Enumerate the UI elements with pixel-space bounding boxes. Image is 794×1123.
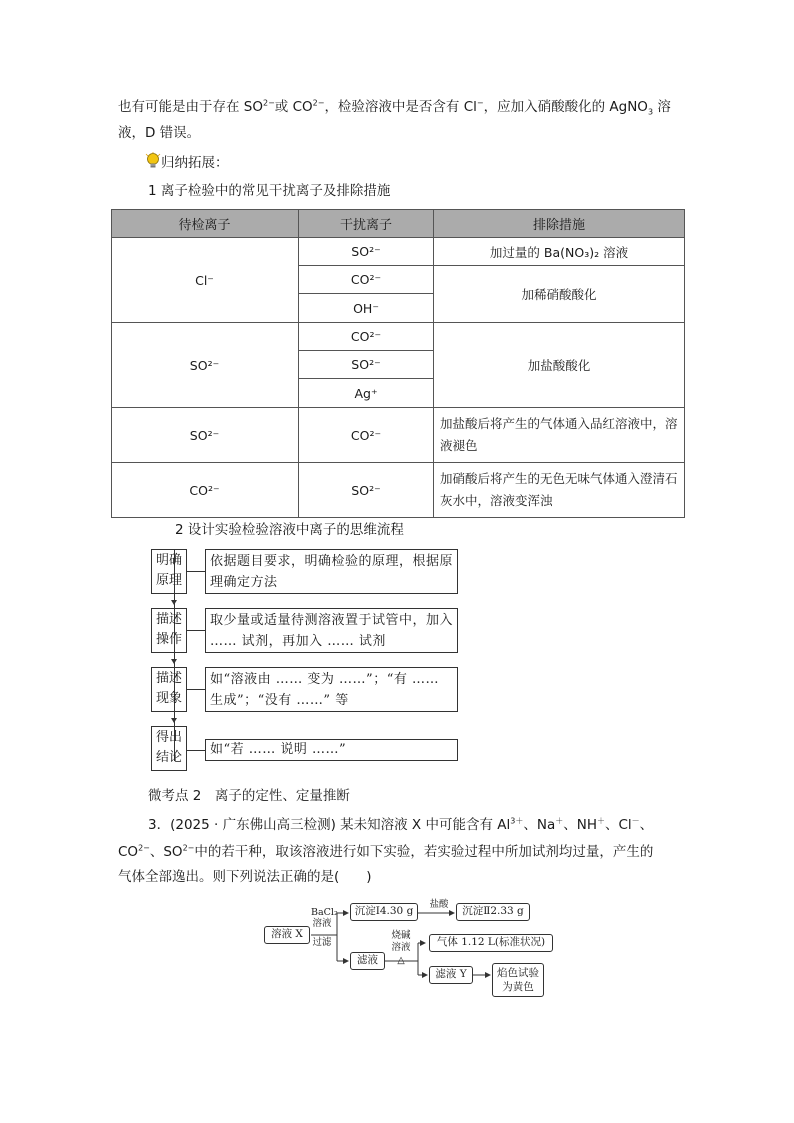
precipitate-1-box: 沉淀Ⅰ4.30 g: [350, 903, 418, 921]
measure-cell: 加盐酸酸化: [434, 323, 685, 408]
interfering-ion: SO²⁻: [299, 463, 434, 518]
paragraph-line-1: 也有可能是由于存在 $SO^{2-}$或 $CO^{2-}$，检验溶液中是否含有 Cl−，应加入硝酸酸化的 AgNO$_3$ 溶: [118, 98, 671, 117]
flow-link: [187, 750, 205, 751]
precipitate-2-box: 沉淀Ⅱ2.33 g: [456, 903, 530, 921]
flow-step-2: 描述操作: [151, 608, 187, 653]
target-ion-cl: Cl⁻: [111, 238, 299, 323]
reagent-label: △: [397, 955, 405, 966]
flame-test-line: 为黄色: [502, 981, 534, 993]
measure-cell: 加过量的 Ba(NO₃)₂ 溶液: [434, 238, 685, 266]
arrow-down-icon: [171, 659, 177, 664]
reagent-label: 溶液: [391, 942, 411, 953]
flow-step-3: 描述现象: [151, 667, 187, 712]
interfering-ion: CO²⁻: [299, 323, 434, 351]
flame-test-line: 焰色试验: [497, 967, 539, 979]
lightbulb-icon: [145, 152, 161, 170]
interfering-ion: CO²⁻: [299, 266, 434, 294]
flow-desc-3: 如“溶液由 …… 变为 ……”；“有 …… 生成”；“没有 ……” 等: [205, 667, 458, 712]
measure-cell: 加稀硝酸酸化: [434, 266, 685, 323]
question-line-3: 气体全部逸出。则下列说法正确的是( ): [118, 869, 372, 885]
ion-interference-table: [111, 209, 685, 518]
reagent-label: 烧碱: [391, 930, 411, 941]
flow-link: [187, 630, 205, 631]
flow-step-4: 得出结论: [151, 726, 187, 771]
table-header-target: 待检离子: [111, 209, 299, 238]
filtrate-box: 滤液: [350, 952, 385, 970]
flow-link: [187, 689, 205, 690]
interfering-ion: CO²⁻: [299, 408, 434, 463]
reagent-label: 盐酸: [429, 899, 449, 910]
question-line-2: $CO^{2-}$、$SO^{2-}$中的若干种，取该溶液进行如下实验，若实验过程中所加试剂均过量，产生的: [118, 843, 654, 860]
table-header-measure: 排除措施: [434, 209, 685, 238]
interfering-ion: OH⁻: [299, 294, 434, 323]
microtopic-heading: 微考点 2 离子的定性、定量推断: [148, 788, 350, 804]
flow-desc-2: 取少量或适量待测溶液置于试管中，加入 …… 试剂，再加入 …… 试剂: [205, 608, 458, 653]
flow-desc-4: 如“若 …… 说明 ……”: [205, 739, 458, 761]
measure-cell: 加硝酸后将产生的无色无味气体通入澄清石灰水中，溶液变浑浊: [434, 463, 685, 518]
section1-title: 1 离子检验中的常见干扰离子及排除措施: [148, 183, 391, 199]
reagent-label: 溶液: [312, 918, 332, 929]
reagent-label: 过滤: [312, 937, 332, 948]
measure-cell: 加盐酸后将产生的气体通入品红溶液中，溶液褪色: [434, 408, 685, 463]
flow-desc-1: 依据题目要求，明确检验的原理，根据原理确定方法: [205, 549, 458, 594]
target-ion-sulfite: SO²⁻: [111, 408, 299, 463]
interfering-ion: SO²⁻: [299, 238, 434, 266]
flame-test-box: [492, 963, 544, 997]
summary-label: 归纳拓展：: [161, 155, 229, 171]
question-line-1: 3．(2025 · 广东佛山高三检测) 某未知溶液 X 中可能含有 $Al^{3+}$、Na＋、NH＋、Cl－、: [148, 816, 654, 833]
target-ion-carbonate: CO²⁻: [111, 463, 299, 518]
gas-box: 气体 1.12 L(标准状况): [429, 934, 553, 952]
filtrate-y-box: 滤液 Y: [429, 966, 473, 984]
arrow-down-icon: [171, 718, 177, 723]
arrow-down-icon: [171, 600, 177, 605]
paragraph-line-2: 液，D 错误。: [118, 125, 201, 141]
solution-x-box: 溶液 X: [264, 926, 310, 944]
flow-step-1: 明确原理: [151, 549, 187, 594]
interfering-ion: SO²⁻: [299, 351, 434, 379]
table-header-interfering: 干扰离子: [299, 209, 434, 238]
section2-title: 2 设计实验检验溶液中离子的思维流程: [175, 522, 404, 538]
target-ion-sulfate: SO²⁻: [111, 323, 299, 408]
flow-link: [187, 571, 205, 572]
reagent-label: BaCl₂: [311, 907, 338, 918]
interfering-ion: Ag⁺: [299, 379, 434, 408]
